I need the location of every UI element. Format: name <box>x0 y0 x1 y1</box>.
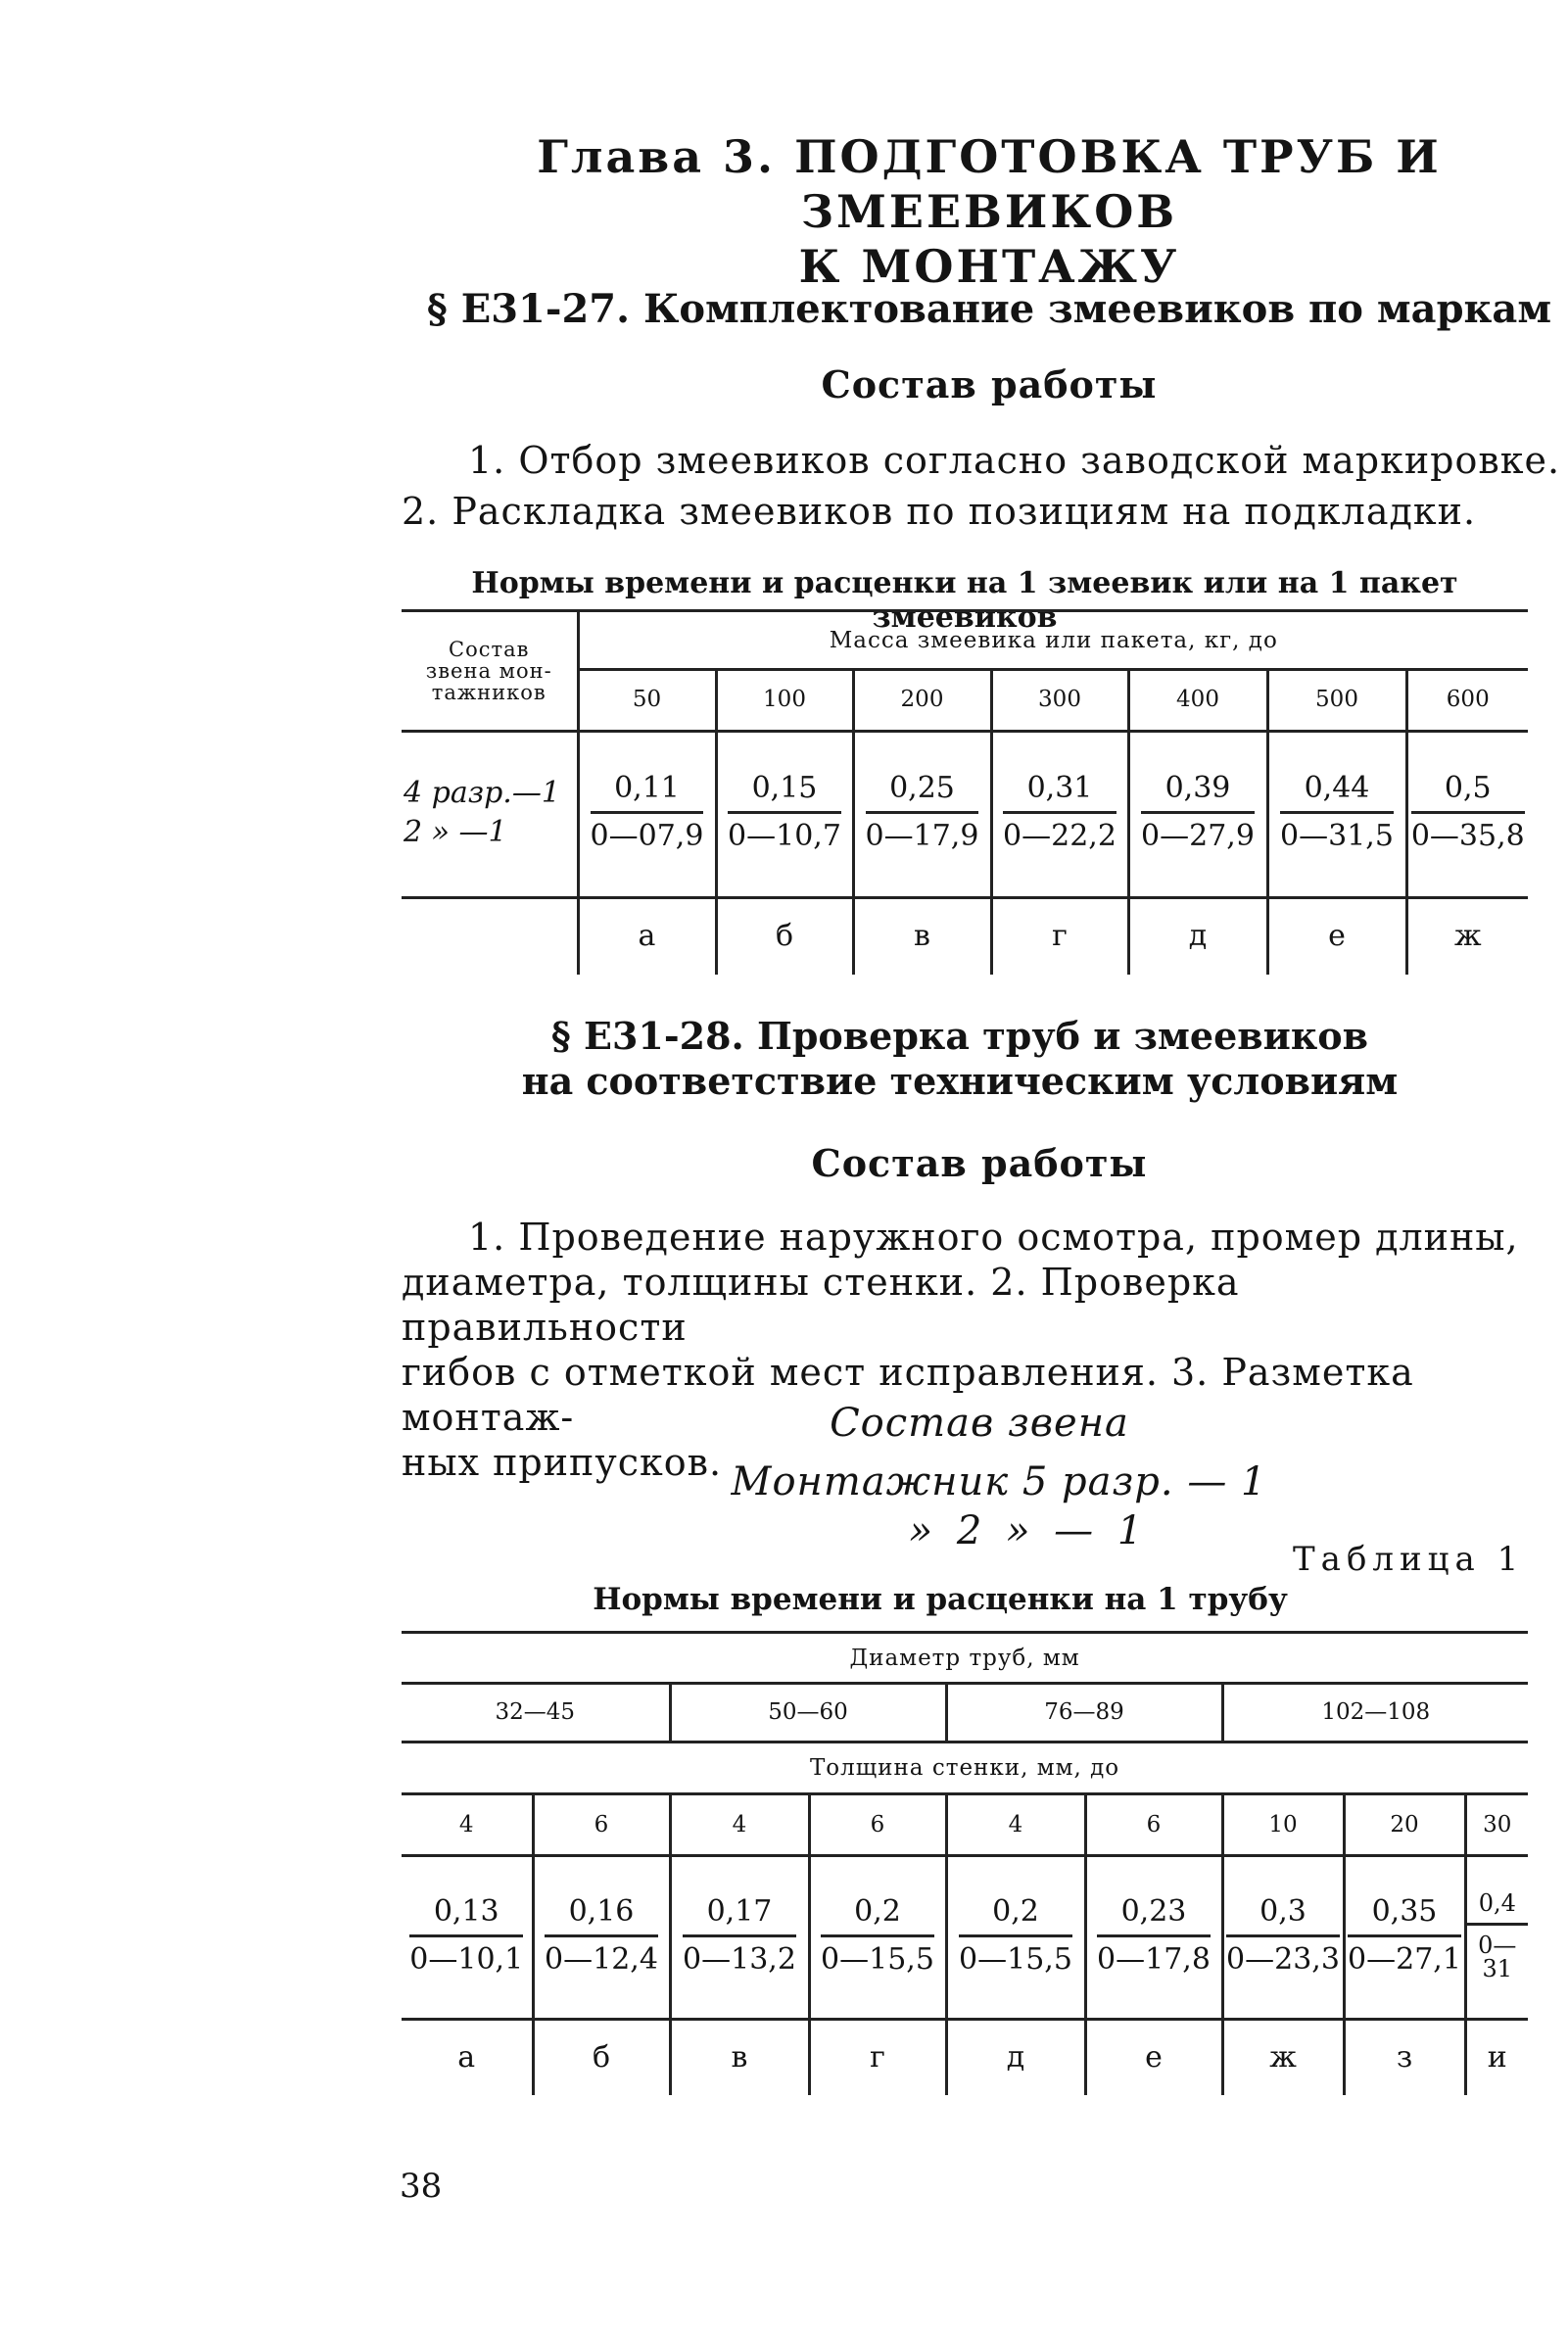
rate-value: 0—13,2 <box>683 1942 796 1977</box>
rate-value: 0—12,4 <box>545 1942 658 1977</box>
norm-value: 0,16 <box>545 1897 658 1937</box>
mass-value: 300 <box>991 669 1128 730</box>
crew-header-line: звена мон- <box>425 659 552 683</box>
mass-value: 100 <box>716 669 853 730</box>
table-27 <box>402 612 1528 975</box>
norm-value: 0,25 <box>866 774 979 814</box>
section-27-work-heading: Состав работы <box>821 362 1158 406</box>
column-letter: в <box>670 2019 809 2095</box>
table-27-value-cell <box>1267 730 1406 896</box>
section-27-title: § Е31-27. Комплектование змеевиков по маркам <box>426 286 1552 332</box>
section-27-item-1: 1. Отбор змеевиков согласно заводской маркировке. <box>468 439 1561 482</box>
table-27-caption: Нормы времени и расценки на 1 змеевик или на 1 пакет змеевиков <box>471 566 1458 635</box>
crew-heading: Состав звена <box>830 1401 1129 1446</box>
diameter-group: 32—45 <box>495 1699 576 1725</box>
wall-value: 30 <box>1465 1793 1528 1855</box>
crew-line: 4 разр.—1 <box>404 776 560 810</box>
rate-value: 0—31,5 <box>1280 818 1394 853</box>
mass-value: 200 <box>853 669 991 730</box>
norm-value: 0,2 <box>821 1897 934 1937</box>
table-27-mass-header: Масса змеевика или пакета, кг, до <box>578 612 1528 669</box>
table-28-caption: Нормы времени и расценки на 1 трубу <box>593 1582 1288 1617</box>
crew-header-line: тажников <box>431 681 546 704</box>
column-letter: а <box>457 2039 476 2075</box>
table-28-value-cell <box>1344 1855 1465 2019</box>
norm-value: 0,17 <box>683 1897 796 1937</box>
table-28-value-cell <box>1222 1855 1344 2019</box>
diameter-group: 102—108 <box>1222 1683 1528 1742</box>
column-letter: в <box>853 896 991 975</box>
column-letter: ж <box>1222 2019 1344 2095</box>
wall-value: 6 <box>533 1793 670 1855</box>
rate-value: 0—17,8 <box>1097 1942 1211 1977</box>
norm-value: 0,13 <box>409 1897 523 1937</box>
section-28-title <box>470 1014 1449 1104</box>
rate-value: 0—35,8 <box>1410 818 1525 853</box>
wall-value: 4 <box>670 1793 809 1855</box>
crew-line-2: » 2 » — 1 <box>908 1508 1149 1553</box>
wall-value: 6 <box>809 1793 946 1855</box>
crew-header-line: Состав <box>449 638 530 661</box>
section-27-item-2: 2. Раскладка змеевиков по позициям на подкладки. <box>402 490 1477 533</box>
paragraph-line: ных припусков. <box>402 1441 723 1484</box>
mass-value: 50 <box>578 669 716 730</box>
rate-value: 0—22,2 <box>1003 818 1117 853</box>
crew-line-1: Монтажник 5 разр. — 1 <box>731 1459 1267 1504</box>
section-28-work-heading: Состав работы <box>811 1141 1148 1185</box>
column-letter: а <box>578 896 716 975</box>
wall-value: 10 <box>1222 1793 1344 1855</box>
wall-value: 4 <box>946 1793 1085 1855</box>
column-letter: б <box>533 2019 670 2095</box>
table-27-value-cell <box>991 730 1128 896</box>
column-letter: б <box>716 896 853 975</box>
paragraph-line: диаметра, толщины стенки. 2. Проверка правильности <box>402 1261 1240 1349</box>
rate-value: 0—27,1 <box>1348 1942 1461 1977</box>
wall-value: 20 <box>1344 1793 1465 1855</box>
table-27-value-cell <box>716 730 853 896</box>
page-number: 38 <box>400 2167 443 2206</box>
rate-value: 0—31 <box>1478 1932 1517 1982</box>
diameter-header: Диаметр труб, мм <box>849 1646 1080 1671</box>
crew-line: 2 » —1 <box>404 815 507 849</box>
mass-value: 400 <box>1128 669 1267 730</box>
mass-value: 600 <box>1406 669 1528 730</box>
column-letter: д <box>946 2019 1085 2095</box>
wall-value: 4 <box>458 1811 474 1838</box>
mass-value: 500 <box>1267 669 1406 730</box>
rate-value: 0—07,9 <box>590 818 704 853</box>
table-27-crew <box>402 730 578 896</box>
table-27-empty-cell <box>402 896 578 975</box>
column-letter: ж <box>1406 896 1528 975</box>
table-28-value-cell <box>670 1855 809 2019</box>
diameter-group: 76—89 <box>946 1683 1222 1742</box>
norm-value: 0,15 <box>728 774 841 814</box>
table-28-value-cell <box>946 1855 1085 2019</box>
norm-value: 0,5 <box>1411 774 1525 814</box>
wall-value: 6 <box>1085 1793 1222 1855</box>
column-letter: е <box>1085 2019 1222 2095</box>
table-28-value-cell <box>402 1855 533 2019</box>
norm-value: 0,4 <box>1467 1891 1529 1926</box>
column-letter: и <box>1465 2019 1528 2095</box>
rate-value: 0—27,9 <box>1141 818 1255 853</box>
rate-value: 0—23,3 <box>1226 1942 1340 1977</box>
column-letter: г <box>809 2019 946 2095</box>
norm-value: 0,31 <box>1003 774 1117 814</box>
rate-value: 0—10,1 <box>409 1942 524 1977</box>
norm-value: 0,23 <box>1097 1897 1211 1937</box>
rate-value: 0—15,5 <box>821 1942 934 1977</box>
diameter-group: 50—60 <box>670 1683 946 1742</box>
column-letter: з <box>1344 2019 1465 2095</box>
table-label: Таблица 1 <box>1293 1540 1525 1579</box>
norm-value: 0,2 <box>959 1897 1072 1937</box>
table-27-value-cell <box>853 730 991 896</box>
rate-value: 0—15,5 <box>959 1942 1072 1977</box>
chapter-title <box>431 129 1547 294</box>
table-28-value-cell <box>809 1855 946 2019</box>
table-27-value-cell <box>1406 730 1528 896</box>
table-28-value-cell <box>1465 1855 1528 2019</box>
table-28 <box>402 1634 1528 2095</box>
column-letter: г <box>991 896 1128 975</box>
table-27-crew-header <box>402 612 578 730</box>
wall-header: Толщина стенки, мм, до <box>809 1754 1120 1781</box>
table-27-value-cell <box>578 730 716 896</box>
section-28-title-line1: § Е31-28. Проверка труб и змеевиков <box>550 1014 1369 1058</box>
table-28-value-cell <box>533 1855 670 2019</box>
norm-value: 0,11 <box>591 774 704 814</box>
paragraph-line: гибов с отметкой мест исправления. 3. Разметка монтаж- <box>402 1351 1414 1439</box>
column-letter: д <box>1128 896 1267 975</box>
norm-value: 0,39 <box>1141 774 1255 814</box>
section-28-title-line2: на соответствие техническим условиям <box>521 1059 1399 1103</box>
rate-value: 0—10,7 <box>728 818 841 853</box>
table-28-value-cell <box>1085 1855 1222 2019</box>
norm-value: 0,3 <box>1226 1897 1340 1937</box>
column-letter: е <box>1267 896 1406 975</box>
chapter-title-line1: Глава 3. ПОДГОТОВКА ТРУБ И ЗМЕЕВИКОВ <box>537 130 1442 238</box>
norm-value: 0,35 <box>1348 1897 1461 1937</box>
norm-value: 0,44 <box>1280 774 1394 814</box>
rate-value: 0—17,9 <box>865 818 979 853</box>
table-27-value-cell <box>1128 730 1267 896</box>
chapter-title-line2: К МОНТАЖУ <box>798 240 1180 293</box>
paragraph-line: 1. Проведение наружного осмотра, промер длины, <box>468 1216 1519 1259</box>
